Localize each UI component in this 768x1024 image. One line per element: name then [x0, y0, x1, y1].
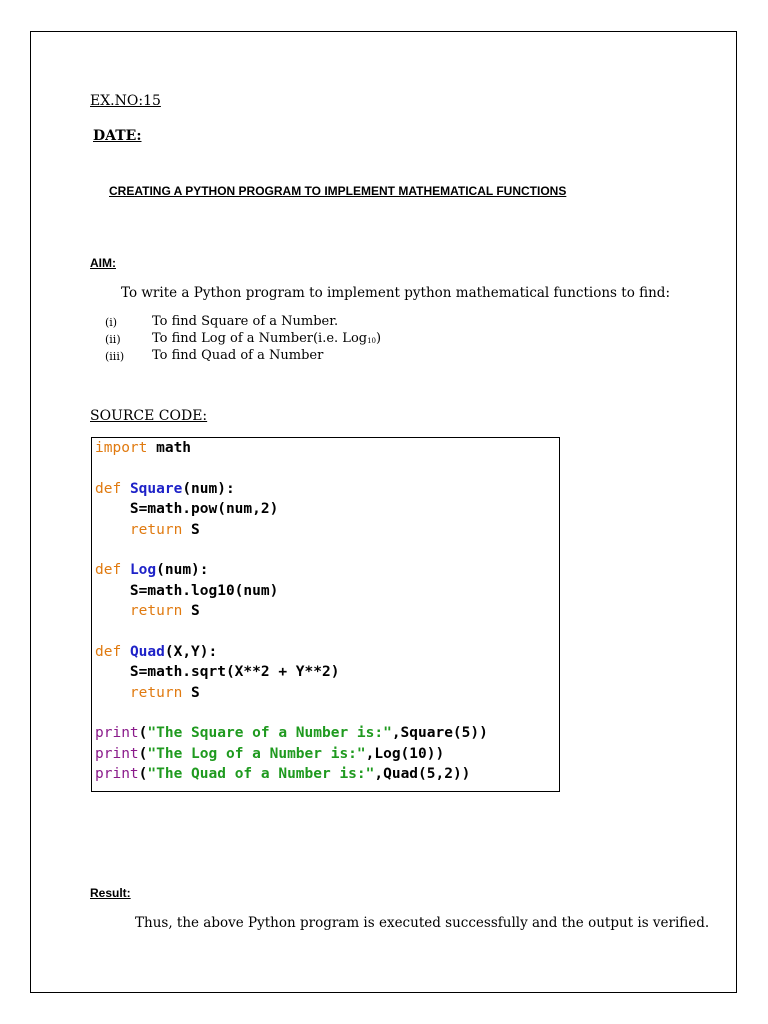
- code-token: (num):: [156, 562, 209, 579]
- code-line: [95, 499, 488, 519]
- code-token: [95, 522, 130, 538]
- code-line: [95, 662, 488, 682]
- code-token: return: [129, 521, 183, 538]
- code-token: (X,Y):: [164, 643, 218, 660]
- code-line: [95, 683, 488, 703]
- code-token: return: [129, 603, 183, 620]
- code-line: [95, 458, 488, 478]
- code-token: math: [147, 440, 192, 456]
- code-line: [95, 642, 488, 662]
- code-token: "The Square of a Number is:": [147, 725, 392, 742]
- code-token: (: [138, 766, 148, 783]
- list-item-number: (i): [105, 316, 118, 329]
- code-token: S: [182, 603, 200, 620]
- list-item-number: (ii): [105, 333, 121, 346]
- code-token: [121, 644, 130, 660]
- code-line: [95, 601, 488, 621]
- code-token: "The Quad of a Number is:": [147, 766, 375, 783]
- list-item-text: To find Quad of a Number: [152, 348, 324, 363]
- date-label: DATE:: [93, 128, 142, 144]
- code-token: (num):: [182, 480, 235, 497]
- code-token: S: [182, 521, 200, 538]
- code-token: ,Log(10)): [365, 745, 445, 762]
- code-token: Log: [129, 562, 157, 579]
- exercise-number: EX.NO:15: [90, 93, 161, 109]
- document-title: CREATING A PYTHON PROGRAM TO IMPLEMENT MATHEMATICAL FUNCTIONS: [109, 184, 567, 198]
- code-token: print: [95, 725, 139, 742]
- aim-text: To write a Python program to implement python mathematical functions to find:: [121, 285, 670, 301]
- list-item-text-main: To find Log of a Number(i.e. Log: [152, 331, 368, 346]
- code-box: [91, 437, 560, 792]
- list-item-text-end: ): [376, 331, 382, 346]
- code-token: print: [95, 745, 139, 762]
- code-token: def: [95, 562, 122, 579]
- list-item-text: To find Square of a Number.: [152, 314, 339, 329]
- list-item-number: (iii): [105, 350, 125, 363]
- code-token: [95, 685, 130, 701]
- code-token: ,Quad(5,2)): [374, 766, 471, 783]
- code-line: [95, 479, 488, 499]
- code-line: [95, 703, 488, 723]
- source-code-label: SOURCE CODE:: [90, 408, 208, 424]
- code-token: def: [95, 643, 122, 660]
- result-text: Thus, the above Python program is executed successfully and the output is verified.: [135, 915, 710, 931]
- code-token: Quad: [129, 643, 165, 660]
- code-line: [95, 581, 488, 601]
- code-token: print: [95, 766, 139, 783]
- code-listing: [95, 438, 488, 785]
- code-line: [95, 622, 488, 642]
- code-token: S=math.pow(num,2): [95, 501, 279, 518]
- code-line: [95, 764, 488, 784]
- code-token: [95, 603, 130, 619]
- aim-label: AIM:: [90, 256, 116, 270]
- code-token: (: [138, 725, 148, 742]
- code-token: (: [138, 745, 148, 762]
- code-token: [121, 562, 130, 578]
- code-line: [95, 438, 488, 458]
- code-token: S=math.sqrt(X**2 + Y**2): [95, 664, 340, 681]
- result-label: Result:: [90, 886, 131, 900]
- code-token: S=math.log10(num): [95, 582, 279, 599]
- code-line: [95, 560, 488, 580]
- code-token: S: [182, 684, 200, 701]
- code-token: def: [95, 480, 122, 497]
- code-token: ,Square(5)): [391, 725, 488, 742]
- code-line: [95, 520, 488, 540]
- log-base-subscript: 10: [367, 337, 377, 345]
- code-token: return: [129, 684, 183, 701]
- code-line: [95, 744, 488, 764]
- code-line: [95, 540, 488, 560]
- code-token: Square: [129, 480, 183, 497]
- code-line: [95, 723, 488, 743]
- code-token: import: [95, 440, 148, 456]
- code-token: [121, 481, 130, 497]
- code-token: "The Log of a Number is:": [147, 745, 366, 762]
